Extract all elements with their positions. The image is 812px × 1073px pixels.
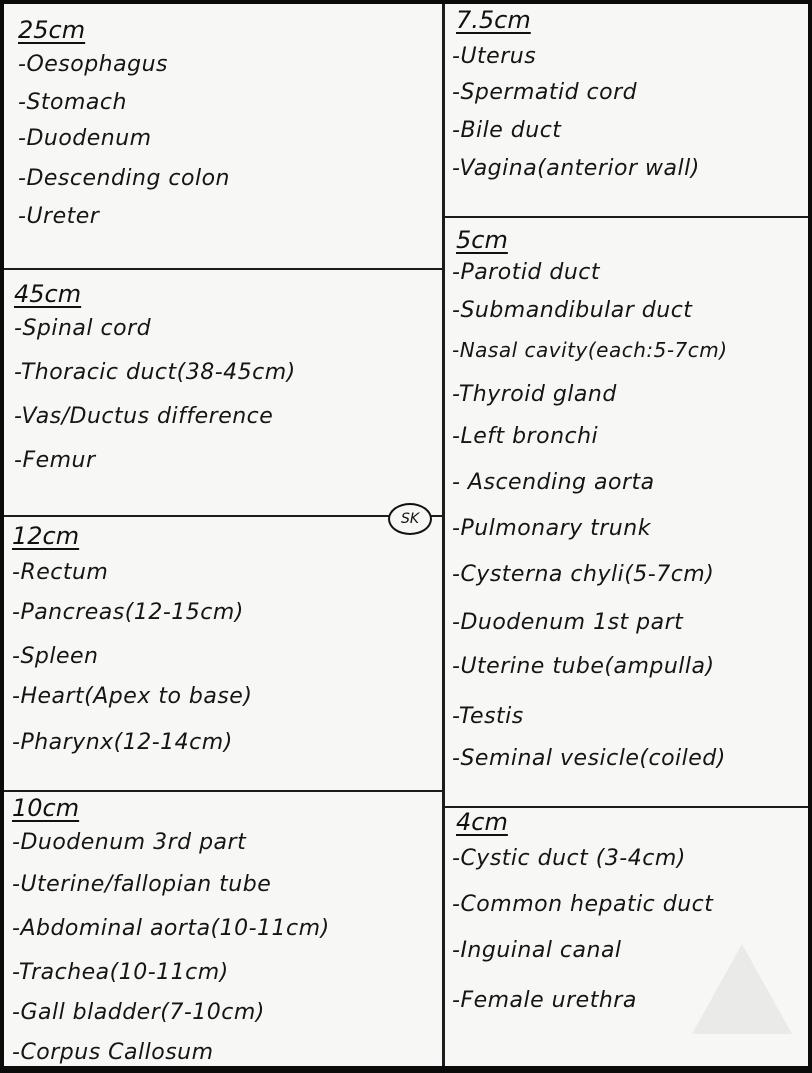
section-heading: 7.5cm xyxy=(456,6,531,34)
list-item: -Uterine tube(ampulla) xyxy=(452,654,715,679)
list-item: -Gall bladder(7-10cm) xyxy=(12,1000,265,1025)
list-item: -Rectum xyxy=(12,560,109,585)
list-item: -Female urethra xyxy=(452,988,637,1013)
section-heading: 5cm xyxy=(456,226,508,254)
list-item: -Seminal vesicle(coiled) xyxy=(452,746,726,771)
list-item: -Thyroid gland xyxy=(452,382,617,407)
list-item: -Uterine/fallopian tube xyxy=(12,872,272,897)
list-item: -Nasal cavity(each:5-7cm) xyxy=(452,338,728,362)
list-item: -Cystic duct (3-4cm) xyxy=(452,846,686,871)
list-item: -Bile duct xyxy=(452,118,562,143)
list-item: -Vas/Ductus difference xyxy=(14,404,274,429)
list-item: -Femur xyxy=(14,448,96,473)
list-item: -Pancreas(12-15cm) xyxy=(12,600,244,625)
section-heading: 4cm xyxy=(456,808,508,836)
list-item: -Spinal cord xyxy=(14,316,152,341)
list-item: -Spermatid cord xyxy=(452,80,638,105)
list-item: -Pharynx(12-14cm) xyxy=(12,730,233,755)
list-item: -Descending colon xyxy=(18,166,230,191)
section-heading: 10cm xyxy=(12,794,80,822)
list-item: -Parotid duct xyxy=(452,260,601,285)
sk-seal: SK xyxy=(388,503,432,535)
list-item: -Heart(Apex to base) xyxy=(12,684,253,709)
list-item: -Testis xyxy=(452,704,524,729)
list-item: -Oesophagus xyxy=(18,52,168,77)
list-item: -Thoracic duct(38-45cm) xyxy=(14,360,296,385)
list-item: -Uterus xyxy=(452,44,537,69)
divider-left-2 xyxy=(4,515,442,517)
list-item: -Spleen xyxy=(12,644,99,669)
divider-left-1 xyxy=(4,268,442,270)
section-heading: 45cm xyxy=(14,280,82,308)
section-heading: 12cm xyxy=(12,522,80,550)
list-item: -Duodenum xyxy=(18,126,152,151)
list-item: -Common hepatic duct xyxy=(452,892,714,917)
list-item: -Corpus Callosum xyxy=(12,1040,214,1065)
list-item: -Abdominal aorta(10-11cm) xyxy=(12,916,330,941)
list-item: -Ureter xyxy=(18,204,100,229)
watermark-logo xyxy=(692,944,792,1034)
list-item: -Left bronchi xyxy=(452,424,599,449)
list-item: -Cysterna chyli(5-7cm) xyxy=(452,562,715,587)
list-item: -Submandibular duct xyxy=(452,298,693,323)
list-item: -Inguinal canal xyxy=(452,938,622,963)
list-item: -Trachea(10-11cm) xyxy=(12,960,229,985)
list-item: -Pulmonary trunk xyxy=(452,516,651,541)
section-heading: 25cm xyxy=(18,16,86,44)
notes-page xyxy=(4,4,808,1066)
list-item: - Ascending aorta xyxy=(452,470,655,495)
divider-right-1 xyxy=(445,216,808,218)
vertical-divider xyxy=(442,4,445,1066)
list-item: -Stomach xyxy=(18,90,127,115)
divider-left-3 xyxy=(4,790,442,792)
list-item: -Duodenum 3rd part xyxy=(12,830,247,855)
list-item: -Duodenum 1st part xyxy=(452,610,684,635)
list-item: -Vagina(anterior wall) xyxy=(452,156,700,181)
